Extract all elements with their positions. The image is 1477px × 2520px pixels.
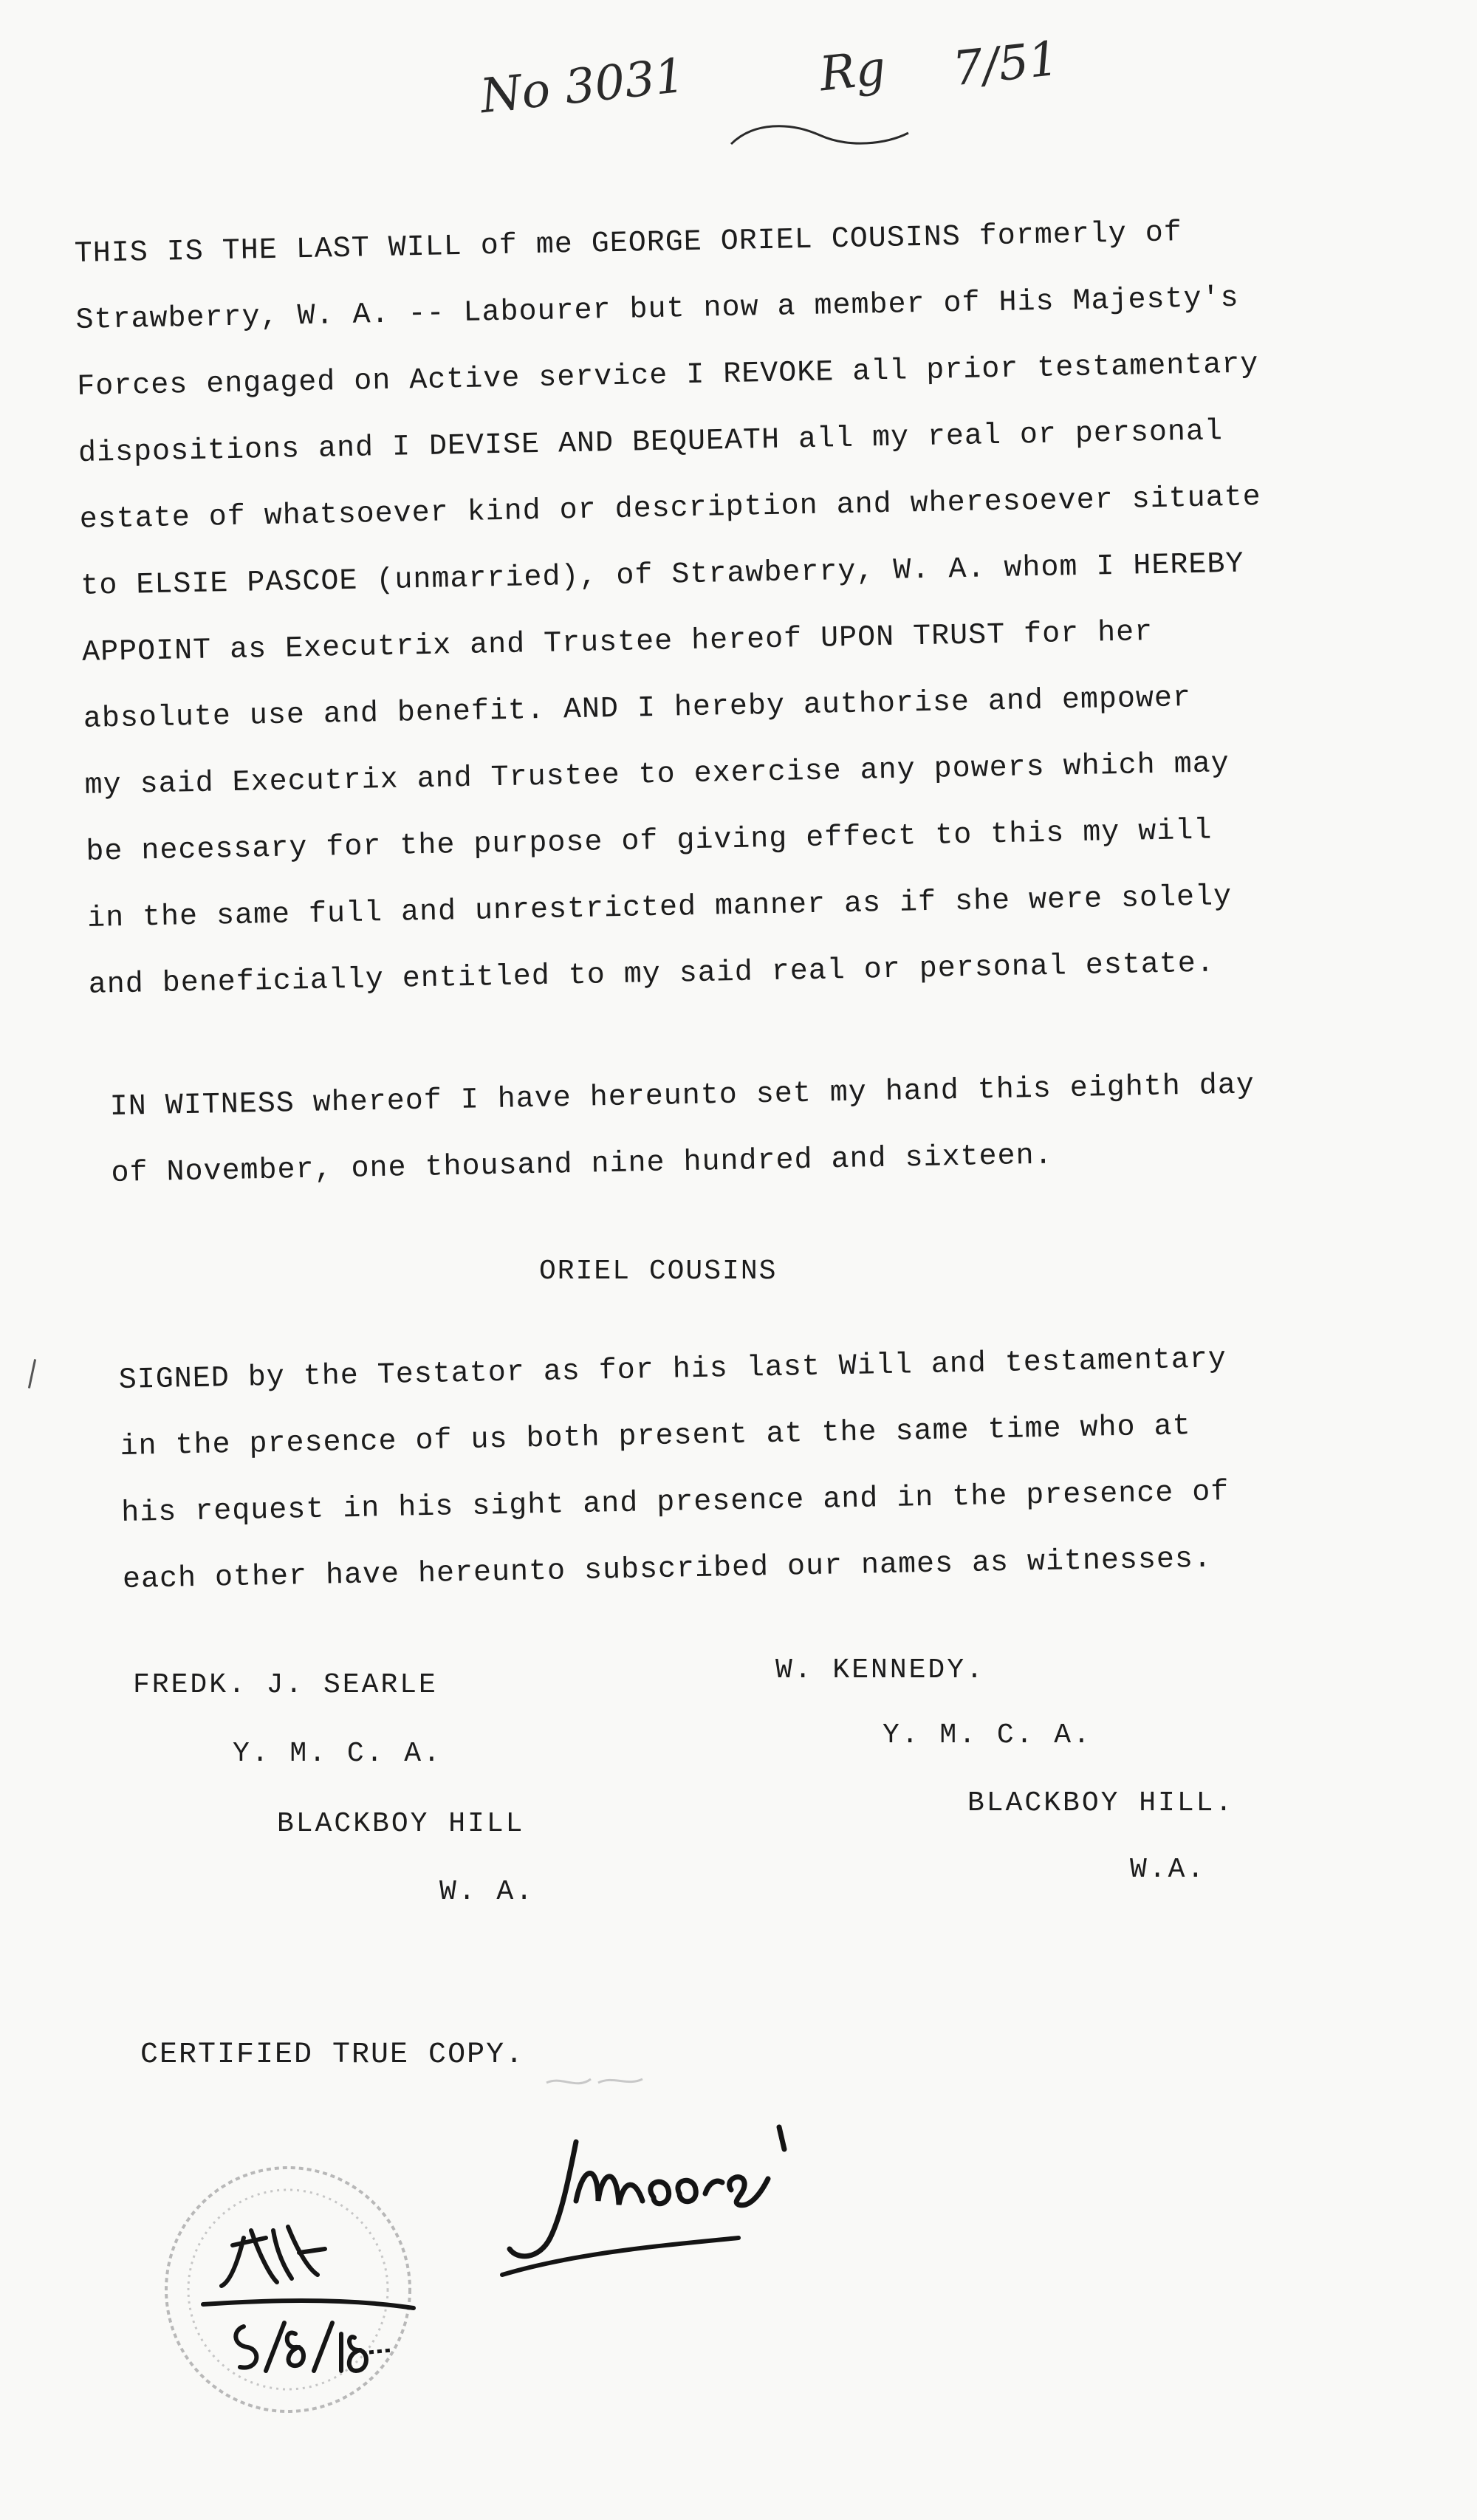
witness-left-name: FREDK. J. SEARLE: [133, 1669, 438, 1701]
testator-signature: ORIEL COUSINS: [539, 1256, 778, 1287]
margin-mark: [28, 1359, 36, 1389]
will-line: estate of whatsoever kind or description and wheresoever situate: [79, 481, 1262, 537]
witness-left-place: BLACKBOY HILL: [277, 1808, 525, 1840]
witness-right-state: W.A.: [1130, 1854, 1207, 1886]
certified-label: CERTIFIED TRUE COPY.: [140, 2038, 525, 2072]
attestation-line: each other have hereunto subscribed our names as witnesses.: [122, 1542, 1213, 1597]
file-number: No 3031: [477, 48, 688, 125]
will-line: dispositions and I DEVISE AND BEQUEATH all my real or personal: [78, 415, 1224, 470]
will-line: Forces engaged on Active service I REVOKE all prior testamentary: [76, 348, 1259, 404]
seal-stamp: [148, 2157, 458, 2423]
will-line: in the same full and unrestricted manner as if she were solely: [86, 880, 1233, 936]
reference-fraction: 7/51: [950, 31, 1062, 97]
will-line: absolute use and benefit. AND I hereby authorise and empower: [83, 682, 1192, 736]
witness-left-org: Y. M. C. A.: [233, 1738, 442, 1770]
will-line: Strawberry, W. A. -- Labourer but now a member of His Majesty's: [75, 281, 1239, 338]
in-witness-paragraph: [109, 1050, 1426, 1208]
witness-left-state: W. A.: [439, 1876, 535, 1908]
witness-right-org: Y. M. C. A.: [883, 1719, 1092, 1751]
attestation-paragraph: [118, 1323, 1438, 1614]
will-paragraph: [74, 196, 1403, 1019]
witness-right-place: BLACKBOY HILL.: [967, 1787, 1235, 1819]
will-line: APPOINT as Executrix and Trustee hereof UPON TRUST for her: [81, 616, 1154, 670]
registrar-initials: Rg: [817, 41, 888, 103]
official-signature: [487, 2053, 827, 2304]
will-line: and beneficially entitled to my said real or personal estate.: [88, 947, 1216, 1002]
witness-right-name: W. KENNEDY.: [775, 1654, 985, 1686]
underline-flourish: [724, 114, 916, 159]
attestation-line: in the presence of us both present at the same time who at: [120, 1410, 1191, 1464]
attestation-line: SIGNED by the Testator as for his last Will and testamentary: [118, 1343, 1227, 1397]
in-witness-line: of November, one thousand nine hundred and sixteen.: [111, 1139, 1053, 1191]
will-line: my said Executrix and Trustee to exercise any powers which may: [84, 747, 1230, 803]
will-line: to ELSIE PASCOE (unmarried), of Strawberry, W. A. whom I HEREBY: [80, 547, 1244, 603]
header-annotation: [477, 30, 1086, 155]
attestation-line: his request in his sight and presence and in the presence of: [120, 1476, 1230, 1530]
will-line: be necessary for the purpose of giving effect to this my will: [85, 814, 1213, 869]
in-witness-line: IN WITNESS whereof I have hereunto set my hand this eighth day: [109, 1069, 1255, 1124]
will-line: THIS IS THE LAST WILL of me GEORGE ORIEL COUSINS formerly of: [74, 216, 1183, 271]
